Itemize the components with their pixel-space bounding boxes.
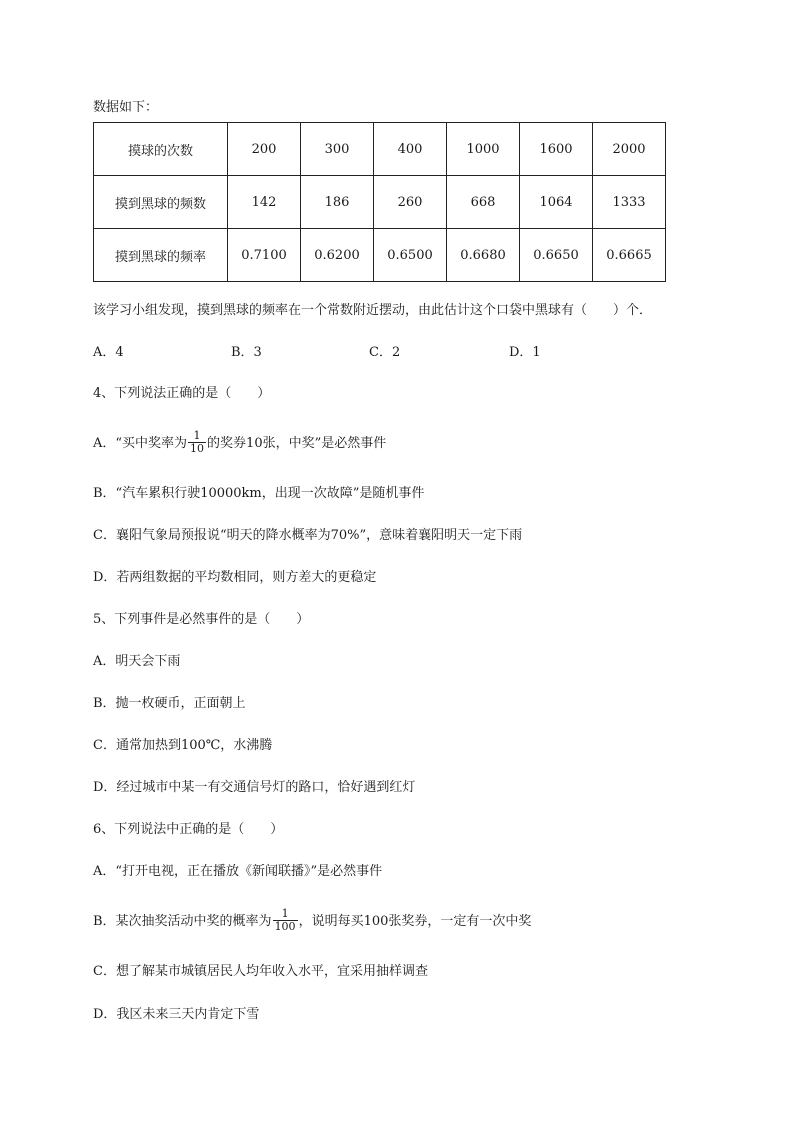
- option-c: C．2: [369, 345, 401, 360]
- option-text: B．某次抽奖活动中奖的概率为: [93, 914, 272, 929]
- row-label: 摸到黑球的频率: [94, 229, 228, 282]
- option-d: D．1: [509, 345, 541, 360]
- question-6-stem: 6、下列说法中正确的是（ ）: [93, 822, 284, 837]
- question-6-option-b: [93, 907, 531, 937]
- question-3-text: 该学习小组发现，摸到黑球的频率在一个常数附近摆动，由此估计这个口袋中黑球有（ ）个．: [93, 303, 653, 318]
- table-row: [94, 123, 666, 176]
- question-5-option-b: B．抛一枚硬币，正面朝上: [93, 696, 246, 711]
- data-table: [93, 122, 666, 282]
- table-cell: 0.6650: [520, 229, 593, 282]
- question-4-stem: 4、下列说法正确的是（ ）: [93, 386, 271, 401]
- table-cell: 1600: [520, 123, 593, 176]
- question-5-stem: 5、下列事件是必然事件的是（ ）: [93, 612, 310, 627]
- row-label: 摸球的次数: [94, 123, 228, 176]
- table-cell: 1000: [447, 123, 520, 176]
- table-cell: 1064: [520, 176, 593, 229]
- fraction: [188, 430, 206, 455]
- question-6-option-c: C．想了解某市城镇居民人均年收入水平，宜采用抽样调查: [93, 964, 428, 979]
- table-cell: 2000: [593, 123, 666, 176]
- table-cell: 300: [301, 123, 374, 176]
- table-cell: 0.7100: [228, 229, 301, 282]
- option-b: B．3: [231, 345, 262, 360]
- fraction: [273, 908, 298, 933]
- table-cell: 1333: [593, 176, 666, 229]
- question-5-option-c: C．通常加热到100℃，水沸腾: [93, 738, 273, 753]
- table-cell: 142: [228, 176, 301, 229]
- question-3-options: [93, 344, 541, 362]
- table-cell: 0.6680: [447, 229, 520, 282]
- question-6-option-d: D．我区未来三天内肯定下雪: [93, 1007, 260, 1022]
- option-text: 的奖券10张，中奖”是必然事件: [207, 436, 387, 451]
- table-cell: 186: [301, 176, 374, 229]
- row-label: 摸到黑球的频数: [94, 176, 228, 229]
- fraction-numerator: 1: [273, 908, 298, 921]
- table-cell: 260: [374, 176, 447, 229]
- table-cell: 200: [228, 123, 301, 176]
- option-a: A．4: [93, 345, 124, 360]
- question-4-option-c: C．襄阳气象局预报说“明天的降水概率为70%”，意味着襄阳明天一定下雨: [93, 528, 523, 543]
- intro-text: 数据如下：: [93, 100, 159, 115]
- question-5-option-d: D．经过城市中某一有交通信号灯的路口，恰好遇到红灯: [93, 780, 416, 795]
- question-6-option-a: A．“打开电视，正在播放《新闻联播》”是必然事件: [93, 864, 383, 879]
- table-cell: 0.6665: [593, 229, 666, 282]
- table-cell: 0.6500: [374, 229, 447, 282]
- question-4-option-a: [93, 430, 386, 458]
- table-row: [94, 176, 666, 229]
- table-cell: 668: [447, 176, 520, 229]
- fraction-denominator: 10: [190, 442, 205, 455]
- table-row: [94, 229, 666, 282]
- question-5-option-a: A．明天会下雨: [93, 654, 181, 669]
- table-cell: 0.6200: [301, 229, 374, 282]
- option-text: A．“买中奖率为: [93, 436, 188, 451]
- question-4-option-b: B．“汽车累积行驶10000km，出现一次故障”是随机事件: [93, 486, 425, 501]
- fraction-numerator: 1: [188, 430, 206, 443]
- question-4-option-d: D．若两组数据的平均数相同，则方差大的更稳定: [93, 570, 377, 585]
- option-text: ，说明每买100张奖券，一定有一次中奖: [298, 914, 532, 929]
- table-cell: 400: [374, 123, 447, 176]
- fraction-denominator: 100: [274, 920, 296, 933]
